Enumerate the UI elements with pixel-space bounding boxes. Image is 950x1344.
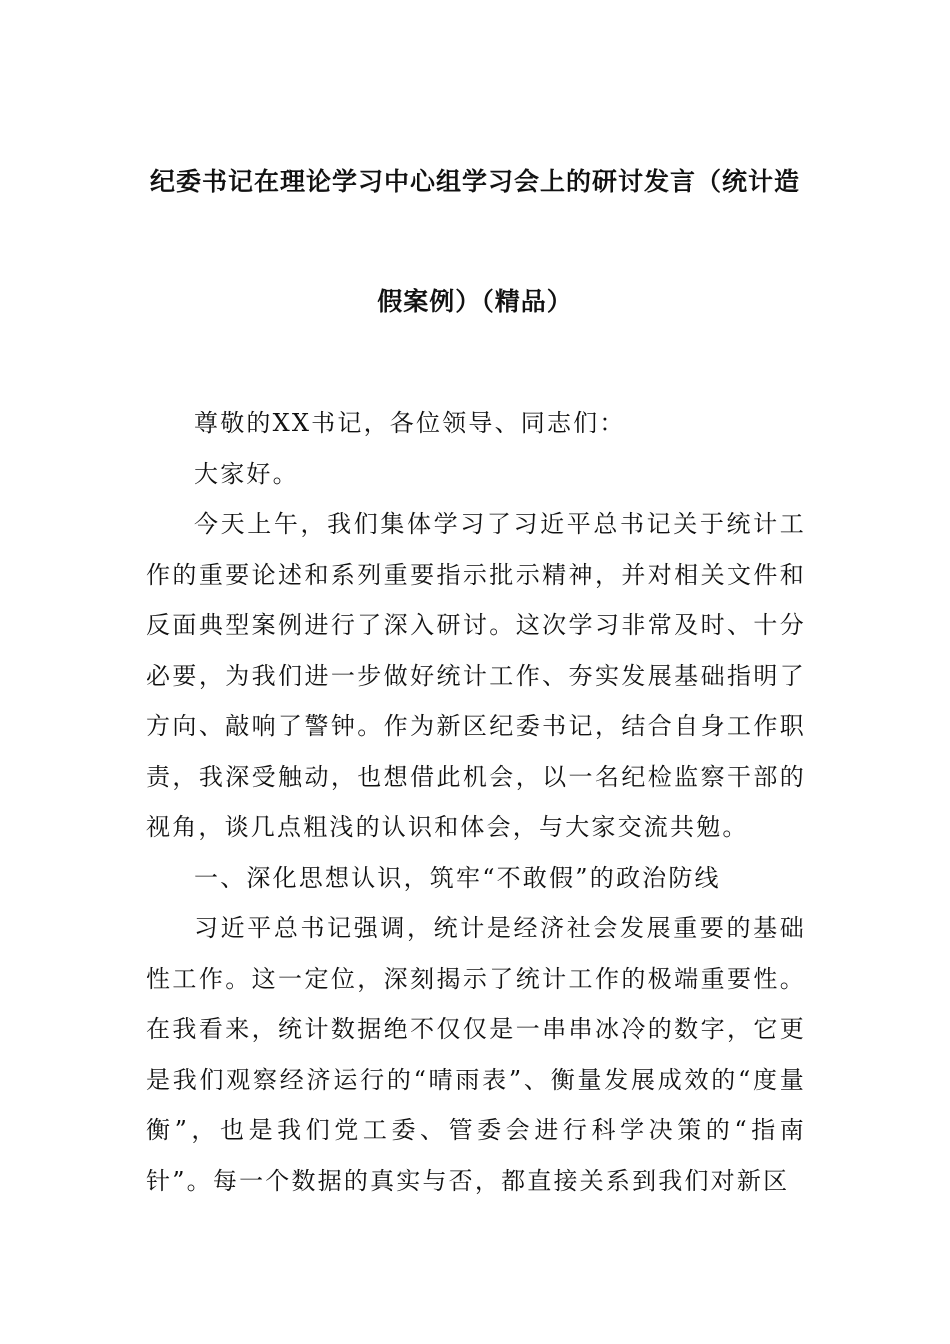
document-body <box>146 398 806 1206</box>
greeting: 大家好。 <box>194 459 299 488</box>
document-title-line-1: 纪委书记在理论学习中心组学习会上的研讨发言（统计造 <box>149 167 800 196</box>
section-heading-1: 一、深化思想认识，筑牢“不敢假”的政治防线 <box>194 863 721 892</box>
intro-paragraph: 今天上午，我们集体学习了习近平总书记关于统计工作的重要论述和系列重要指示批示精神，并对相关文件和反面典型案例进行了深入研讨。这次学习非常及时、十分必要，为我们进一步做好统计工作、夯实发展基础指明了方向、敲响了警钟。作为新区纪委书记，结合自身工作职责，我深受触动，也想借此机会，以一名纪检监察干部的视角，谈几点粗浅的认识和体会，与大家交流共勉。 <box>146 510 806 841</box>
salutation: 尊敬的XX书记，各位领导、同志们： <box>194 409 626 437</box>
document-title-line-2: 假案例）（精品） <box>377 287 573 316</box>
section-1-paragraph: 习近平总书记强调，统计是经济社会发展重要的基础性工作。这一定位，深刻揭示了统计工作的极端重要性。在我看来，统计数据绝不仅仅是一串串冰冷的数字，它更是我们观察经济运行的“晴雨表”、衡量发展成效的“度量衡”，也是我们党工委、管委会进行科学决策的“指南针”。每一个数据的真实与否，都直接关系到我们对新区 <box>146 914 806 1195</box>
